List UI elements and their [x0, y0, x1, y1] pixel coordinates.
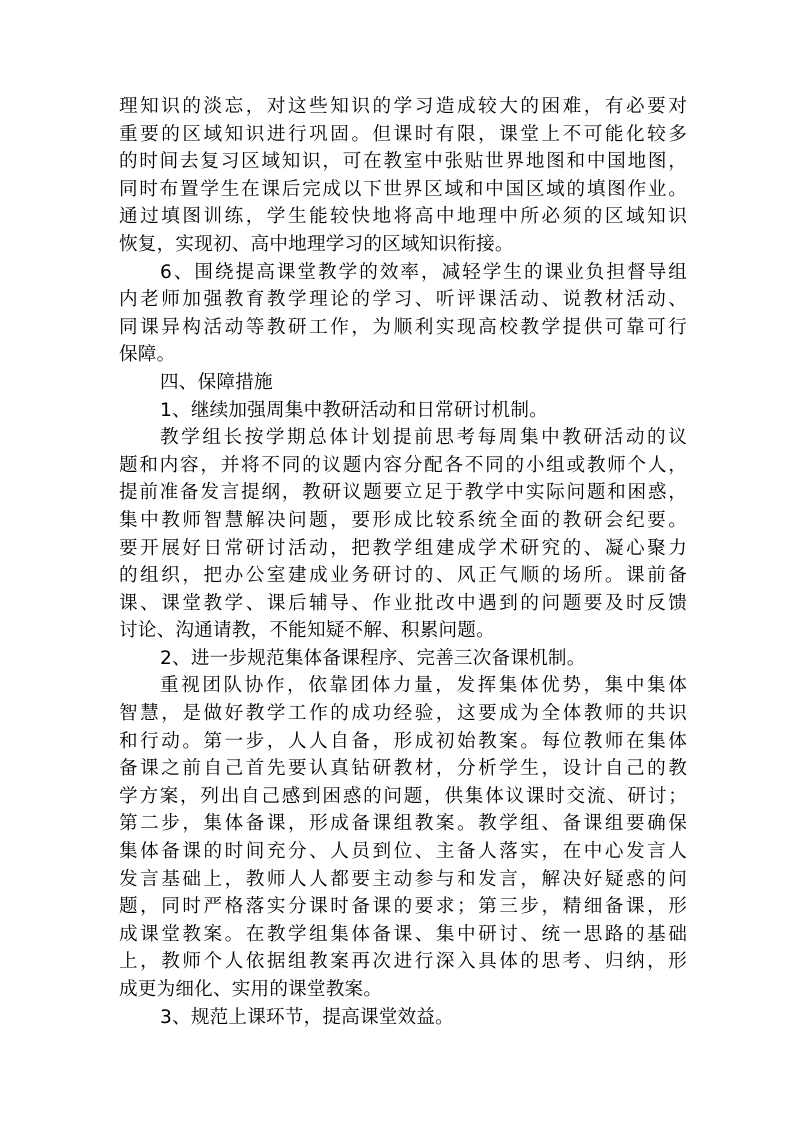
text-line: 和行动。第一步，人人自备，形成初始教案。每位教师在集体: [119, 730, 687, 752]
text-line: 内老师加强教育教学理论的学习、听评课活动、说教材活动、: [119, 289, 687, 311]
text-line: 第二步，集体备课，形成备课组教案。教学组、备课组要确保: [119, 813, 687, 835]
text-line: 通过填图训练，学生能较快地将高中地理中所必须的区域知识: [119, 206, 687, 228]
text-line: 恢复，实现初、高中地理学习的区域知识衔接。: [119, 233, 514, 255]
document-page: [119, 93, 687, 1031]
text-line: 集中教师智慧解决问题，要形成比较系统全面的教研会纪要。: [119, 509, 687, 531]
text-line: 题和内容，并将不同的议题内容分配各不同的小组或教师个人，: [119, 454, 687, 476]
text-line: 讨论、沟通请教，不能知疑不解、积累问题。: [119, 620, 495, 642]
text-line: 备课之前自己首先要认真钻研教材，分析学生，设计自己的教: [119, 758, 687, 780]
text-line: 上，教师个人依据组教案再次进行深入具体的思考、归纳，形: [119, 951, 687, 973]
text-line: 的时间去复习区域知识，可在教室中张贴世界地图和中国地图，: [119, 151, 687, 173]
text-line: 四、保障措施: [160, 371, 273, 393]
text-line: 发言基础上，教师人人都要主动参与和发言，解决好疑惑的问: [119, 868, 687, 890]
text-line: 重要的区域知识进行巩固。但课时有限，课堂上不可能化较多: [119, 123, 687, 145]
text-line: 教学组长按学期总体计划提前思考每周集中教研活动的议: [160, 427, 687, 449]
text-line: 集体备课的时间充分、人员到位、主备人落实，在中心发言人: [119, 841, 687, 863]
text-line: 要开展好日常研讨活动，把教学组建成学术研究的、凝心聚力: [119, 537, 687, 559]
text-line: 课、课堂教学、课后辅导、作业批改中遇到的问题要及时反馈: [119, 592, 687, 614]
text-line: 智慧，是做好教学工作的成功经验，这要成为全体教师的共识: [119, 703, 687, 725]
text-line: 成更为细化、实用的课堂教案。: [119, 979, 383, 1000]
text-line: 题，同时严格落实分课时备课的要求；第三步，精细备课，形: [119, 896, 687, 918]
text-line: 学方案，列出自己感到困惑的问题，供集体议课时交流、研讨；: [119, 785, 687, 807]
text-line: 保障。: [119, 344, 176, 366]
text-line: 2、进一步规范集体备课程序、完善三次备课机制。: [160, 647, 586, 669]
text-line: 6、围绕提高课堂教学的效率，减轻学生的课业负担督导组: [160, 261, 687, 283]
text-line: 提前准备发言提纲，教研议题要立足于教学中实际问题和困惑，: [119, 482, 687, 504]
text-line: 成课堂教案。在教学组集体备课、集中研讨、统一思路的基础: [119, 923, 687, 945]
text-line: 同时布置学生在课后完成以下世界区域和中国区域的填图作业。: [119, 178, 687, 200]
text-line: 的组织，把办公室建成业务研讨的、风正气顺的场所。课前备: [119, 565, 687, 587]
text-line: 重视团队协作，依靠团体力量，发挥集体优势，集中集体: [160, 675, 687, 697]
text-line: 同课异构活动等教研工作，为顺利实现高校教学提供可靠可行: [119, 316, 687, 338]
text-line: 1、继续加强周集中教研活动和日常研讨机制。: [160, 399, 548, 421]
text-line: 理知识的淡忘，对这些知识的学习造成较大的困难，有必要对: [119, 96, 687, 117]
text-line: 3、规范上课环节，提高课堂效益。: [160, 1006, 454, 1028]
